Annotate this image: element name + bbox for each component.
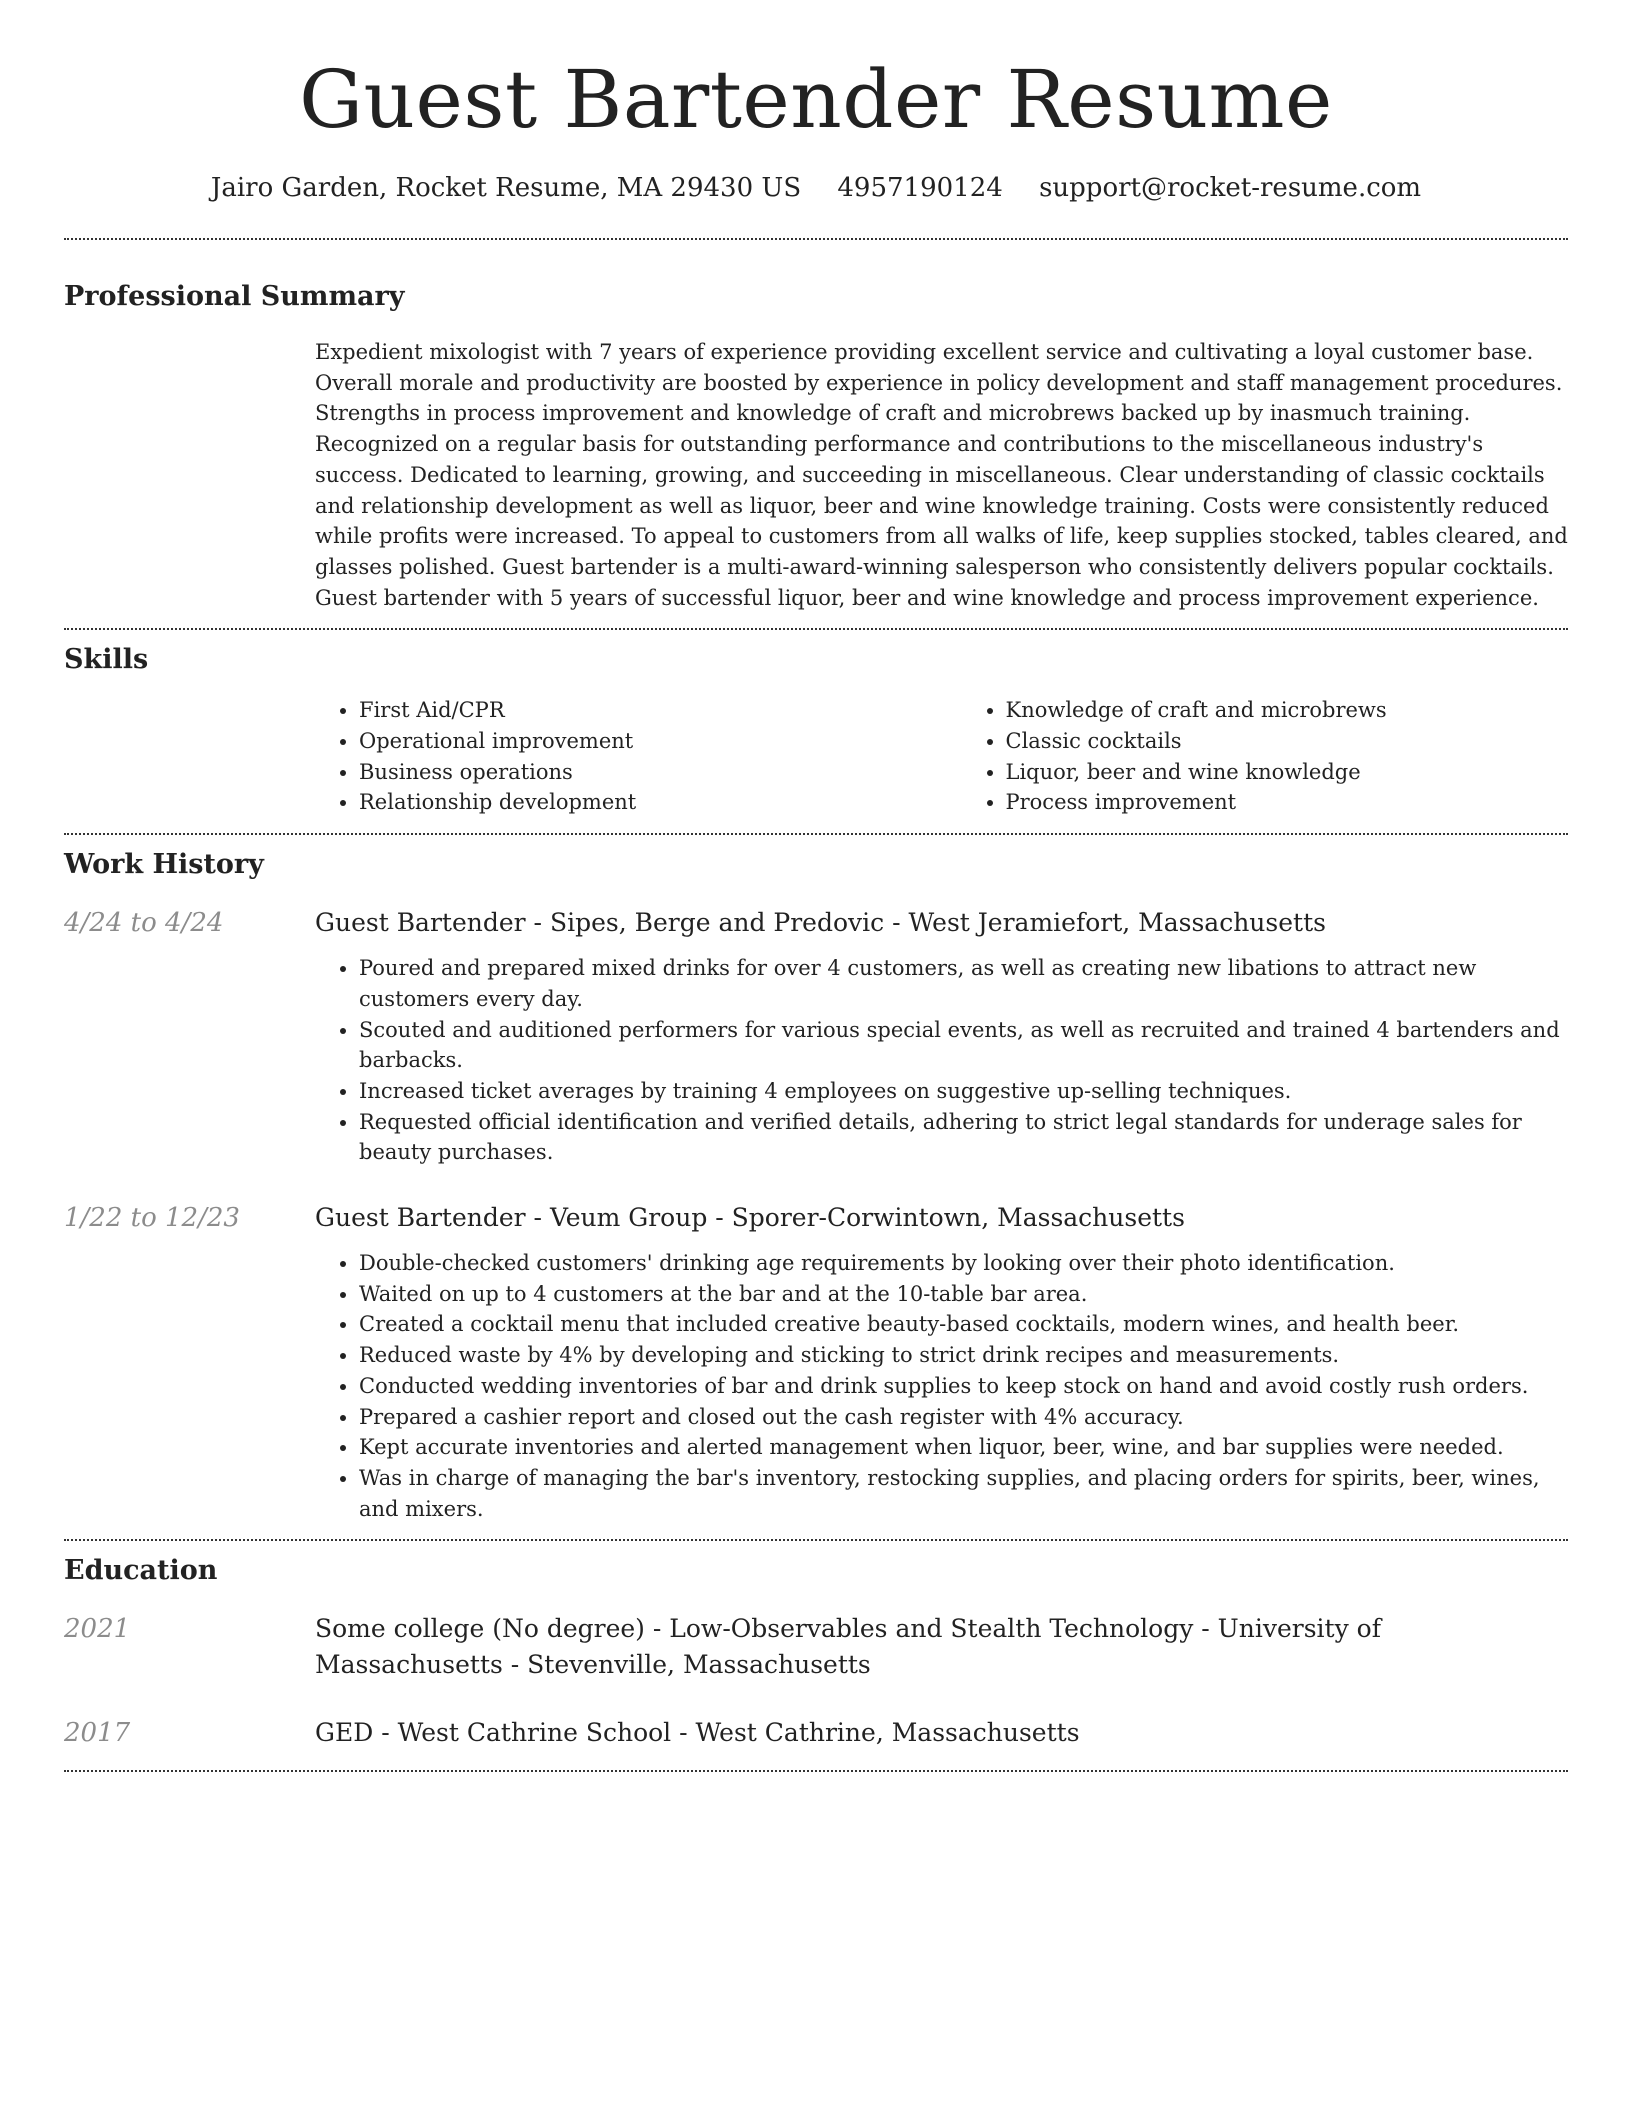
resume-title: Guest Bartender Resume	[299, 53, 1333, 146]
job-bullet: • Was in charge of managing the bar's inventory, restocking supplies, and placing orders for spirits, beer, wines, and mixers.	[359, 1463, 1568, 1524]
skills-section	[64, 642, 1568, 818]
skill-item: • Process improvement	[1006, 787, 1569, 818]
job-entry	[64, 905, 1568, 1168]
contact-address: Jairo Garden, Rocket Resume, MA 29430 US	[210, 173, 802, 203]
skill-item: • Business operations	[359, 757, 922, 788]
skill-item: • Liquor, beer and wine knowledge	[1006, 757, 1569, 788]
skill-item: • First Aid/CPR	[359, 695, 922, 726]
education-heading: GED - West Cathrine School - West Cathrine, Massachusetts	[315, 1718, 1080, 1748]
job-dates: 1/22 to 12/23	[64, 1203, 240, 1234]
education-section	[64, 1553, 1568, 1751]
education-entry	[64, 1715, 1568, 1751]
section-title-education: Education	[64, 1555, 218, 1587]
work-divider	[64, 1539, 1568, 1541]
education-year: 2021	[64, 1614, 131, 1645]
summary-text: Expedient mixologist with 7 years of experience providing excellent service and cultivating a loyal customer base. Overall morale and productivity are boosted by experience in policy development and staff management procedures. Strengths in process improvement and knowledge of craft and microbrews backed up by inasmuch training. Recognized on a regular basis for outstanding performance and contributions to the miscellaneous industry's success. Dedicated to learning, growing, and succeeding in miscellaneous. Clear understanding of classic cocktails and relationship development as well as liquor, beer and wine knowledge training. Costs were consistently reduced while profits were increased. To appeal to customers from all walks of life, keep supplies stocked, tables cleared, and glasses polished. Guest bartender is a multi-award-winning salesperson who consistently delivers popular cocktails. Guest bartender with 5 years of successful liquor, beer and wine knowledge and process improvement experience.	[315, 340, 1568, 610]
skill-item: • Classic cocktails	[1006, 726, 1569, 757]
skill-item: • Operational improvement	[359, 726, 922, 757]
skills-list-right	[962, 695, 1569, 818]
education-entry	[64, 1611, 1568, 1683]
job-bullet: • Conducted wedding inventories of bar and drink supplies to keep stock on hand and avoid costly rush orders.	[359, 1371, 1568, 1402]
job-bullet: • Scouted and auditioned performers for various special events, as well as recruited and trained 4 bartenders and barbacks.	[359, 1015, 1568, 1076]
contact-phone: 4957190124	[837, 173, 1003, 203]
education-year: 2017	[64, 1718, 131, 1749]
job-bullet: • Created a cocktail menu that included creative beauty-based cocktails, modern wines, and health beer.	[359, 1309, 1568, 1340]
skill-item: • Knowledge of craft and microbrews	[1006, 695, 1569, 726]
job-bullet: • Reduced waste by 4% by developing and sticking to strict drink recipes and measurements.	[359, 1340, 1568, 1371]
education-heading: Some college (No degree) - Low-Observables and Stealth Technology - University of Massachusetts - Stevenville, Massachusetts	[315, 1614, 1381, 1680]
job-bullet: • Kept accurate inventories and alerted management when liquor, beer, wine, and bar supplies were needed.	[359, 1432, 1568, 1463]
job-entry	[64, 1200, 1568, 1524]
job-bullet: • Double-checked customers' drinking age requirements by looking over their photo identification.	[359, 1248, 1568, 1279]
summary-spacer	[64, 337, 315, 613]
professional-summary-section	[64, 279, 1568, 613]
header-divider	[64, 238, 1568, 240]
section-title-skills: Skills	[64, 644, 149, 676]
contact-line	[64, 170, 1568, 206]
job-bullet: • Poured and prepared mixed drinks for over 4 customers, as well as creating new libations to attract new customers every day.	[359, 953, 1568, 1014]
education-divider	[64, 1770, 1568, 1772]
job-bullets	[315, 953, 1568, 1168]
job-dates: 4/24 to 4/24	[64, 908, 224, 939]
skills-list-left	[315, 695, 922, 818]
summary-divider	[64, 628, 1568, 630]
section-title-work: Work History	[64, 849, 264, 881]
skill-item: • Relationship development	[359, 787, 922, 818]
job-heading: Guest Bartender - Veum Group - Sporer-Corwintown, Massachusetts	[315, 1203, 1185, 1233]
contact-email: support@rocket-resume.com	[1039, 173, 1422, 203]
skills-spacer	[64, 695, 315, 818]
job-bullet: • Waited on up to 4 customers at the bar and at the 10-table bar area.	[359, 1279, 1568, 1310]
work-history-section	[64, 847, 1568, 1524]
skills-divider	[64, 833, 1568, 835]
job-bullet: • Requested official identification and verified details, adhering to strict legal standards for underage sales for beauty purchases.	[359, 1107, 1568, 1168]
job-heading: Guest Bartender - Sipes, Berge and Predovic - West Jeramiefort, Massachusetts	[315, 908, 1326, 938]
section-title-summary: Professional Summary	[64, 281, 405, 312]
job-bullets	[315, 1248, 1568, 1524]
job-bullet: • Prepared a cashier report and closed out the cash register with 4% accuracy.	[359, 1402, 1568, 1433]
job-bullet: • Increased ticket averages by training 4 employees on suggestive up-selling techniques.	[359, 1076, 1568, 1107]
